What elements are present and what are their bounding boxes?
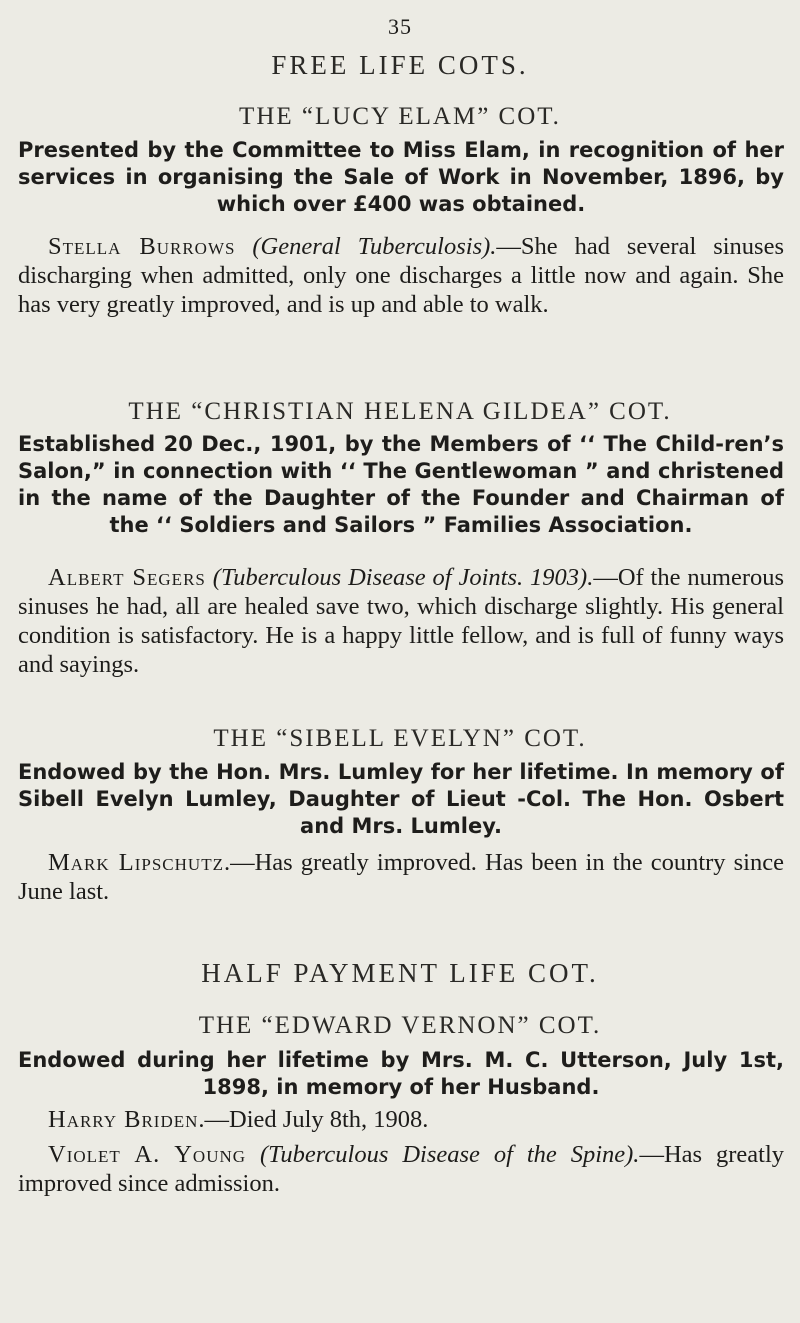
patient-note: —Of the numerous sinuses he had, all are healed save two, which discharge slightly. His general condition is satisfactory. He is a happy little fellow, and is full of funny ways and sayings. [18,564,785,678]
cot-heading-lucy-elam: THE “LUCY ELAM” COT. [239,103,561,130]
cot-endowment-edward-vernon: Endowed during her lifetime by Mrs. M. C. Utterson, July 1st, 1898, in memory of her Husband. [18,1048,784,1099]
section-title-free-life-cots: FREE LIFE COTS. [271,50,529,80]
cot-endowment-sibell-evelyn: Endowed by the Hon. Mrs. Lumley for her lifetime. In memory of Sibell Evelyn Lumley, Daughter of Lieut -Col. The Hon. Osbert and Mrs. Lumley. [18,760,784,838]
patient-name: Albert Segers [48,564,206,591]
patient-diagnosis: (Tuberculous Disease of Joints. 1903). [212,564,594,591]
patient-diagnosis: (Tuberculous Disease of the Spine). [259,1141,640,1168]
patient-entry-mark-lipschutz [18,848,784,906]
page-number: 35 [388,14,412,39]
patient-diagnosis: (General Tuberculosis). [252,233,497,260]
cot-endowment-christian-helena-gildea: Established 20 Dec., 1901, by the Members of ‘‘ The Child-ren’s Salon,” in connection with ‘‘ The Gentlewoman ” and christened in the name of the Daughter of the Founder and Chairman of the ‘‘ Soldiers and Sailors ” Families Association. [18,432,784,537]
cot-endowment-lucy-elam: Presented by the Committee to Miss Elam, in recognition of her services in organising the Sale of Work in November, 1896, by which over £400 was obtained. [18,138,784,216]
patient-note: .—Died July 8th, 1908. [198,1106,429,1133]
patient-entry-violet-a-young [18,1140,784,1198]
patient-entry-stella-burrows [18,232,784,319]
cot-heading-edward-vernon: THE “EDWARD VERNON” COT. [198,1012,602,1039]
patient-note: —Has greatly improved since admission. [18,1141,785,1197]
section-title-half-payment-life-cot: HALF PAYMENT LIFE COT. [201,958,599,988]
cot-heading-sibell-evelyn: THE “SIBELL EVELYN” COT. [213,725,587,752]
patient-note: —She had several sinuses discharging when admitted, only one discharges a little now and again. She has very greatly improved, and is up and able to walk. [18,233,784,318]
patient-entry-harry-briden [18,1105,784,1134]
patient-name: Stella Burrows [48,233,236,260]
patient-entry-albert-segers [18,563,784,679]
patient-note: .—Has greatly improved. Has been in the country since June last. [18,849,784,905]
patient-name: Violet A. Young [48,1141,247,1168]
cot-heading-christian-helena-gildea: THE “CHRISTIAN HELENA GILDEA” COT. [128,398,672,425]
patient-name: Mark Lipschutz [48,849,224,876]
patient-name: Harry Briden [48,1106,199,1133]
